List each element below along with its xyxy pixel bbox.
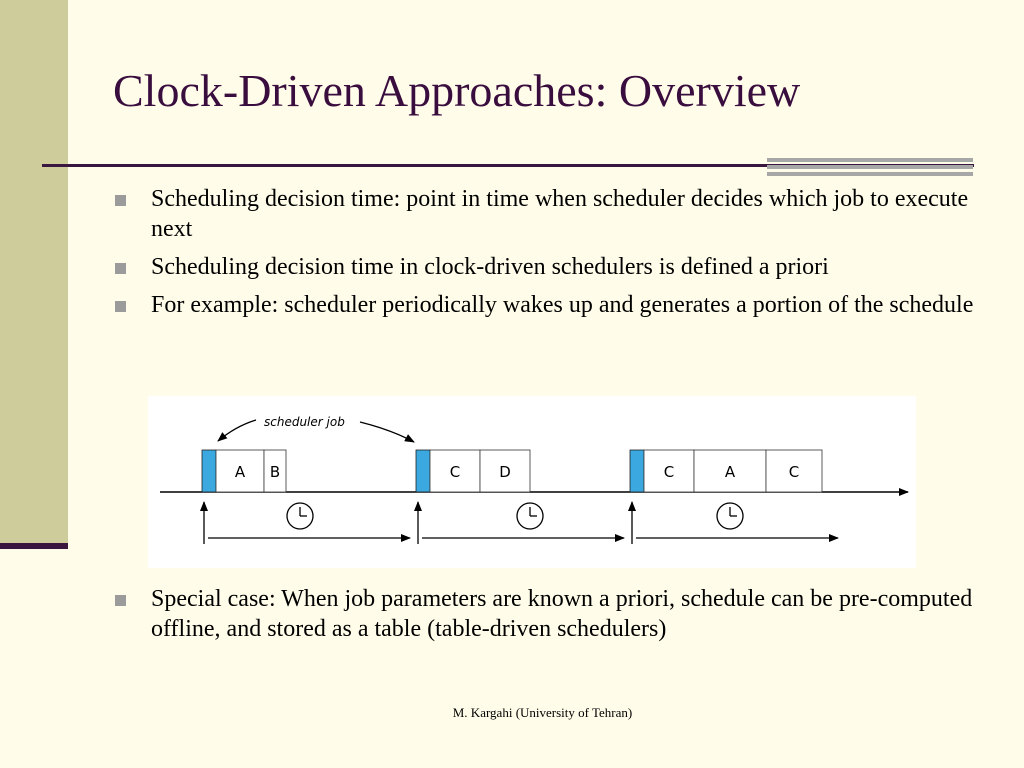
bullet-text: For example: scheduler periodically wakes up and generates a portion of the schedule [151, 292, 974, 318]
slide-footer: M. Kargahi (University of Tehran) [452, 705, 633, 720]
schedule-diagram [148, 396, 916, 568]
bullet-square-icon [115, 595, 126, 606]
left-decor-bar [0, 0, 68, 545]
bullet-text: Scheduling decision time: point in time when scheduler decides which job to execute next [151, 186, 969, 242]
scheduler-job-label: scheduler job [264, 415, 345, 429]
job-label: C [449, 463, 461, 481]
job-label: C [788, 463, 800, 481]
bullet-text: Scheduling decision time in clock-driven schedulers is defined a priori [151, 254, 829, 280]
clock-icon [717, 503, 743, 529]
bullet-text: Special case: When job parameters are known a priori, schedule can be pre-computed offline, and stored as a table (table-driven schedulers) [151, 586, 973, 642]
scheduler-job-block [630, 450, 644, 492]
annotation-arrow-left [218, 420, 256, 441]
clock-icon [517, 503, 543, 529]
bullet-list-after-diagram [112, 584, 992, 652]
slide-title: Clock-Driven Approaches: Overview [113, 65, 801, 116]
job-label: A [234, 463, 246, 481]
bullet-item [112, 184, 992, 244]
bullet-square-icon [115, 195, 126, 206]
job-label: D [499, 463, 511, 481]
job-label: C [663, 463, 675, 481]
annotation-arrow-right [360, 422, 414, 442]
bullet-square-icon [115, 263, 126, 274]
bullet-item [112, 584, 992, 644]
job-label: A [724, 463, 736, 481]
left-decor-bar-foot [0, 543, 68, 549]
clock-icon [287, 503, 313, 529]
title-underline-accent [767, 158, 973, 178]
bullet-list [112, 184, 992, 328]
scheduler-job-block [416, 450, 430, 492]
bullet-item [112, 252, 992, 282]
bullet-item [112, 290, 992, 320]
bullet-square-icon [115, 301, 126, 312]
scheduler-job-block [202, 450, 216, 492]
job-label: B [269, 463, 281, 481]
